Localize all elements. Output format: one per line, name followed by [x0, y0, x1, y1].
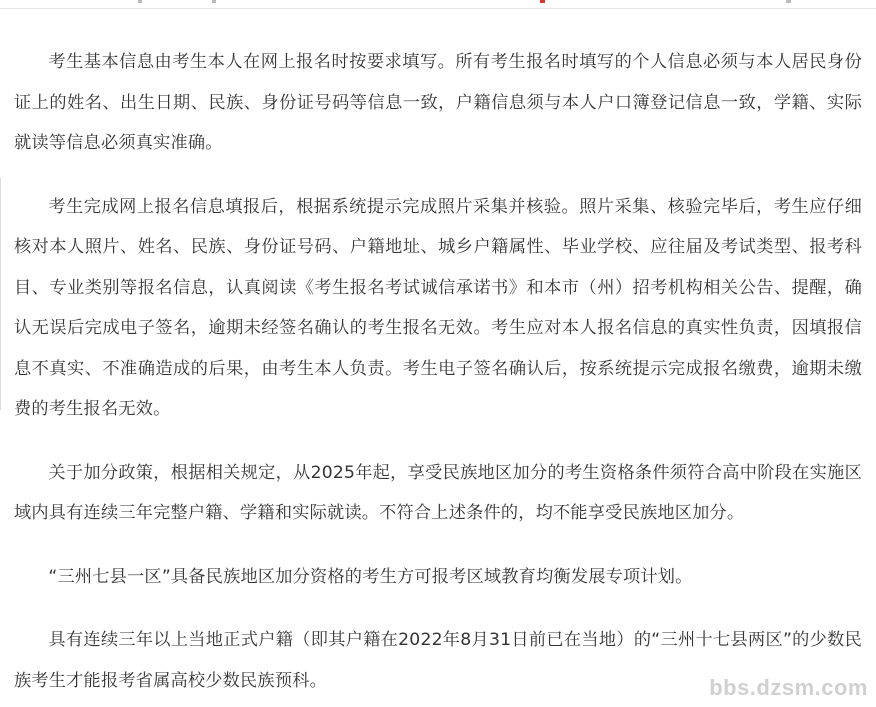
paragraph-bonus-policy: 关于加分政策，根据相关规定，从2025年起，享受民族地区加分的考生资格条件须符合高中阶段在实施区域内具有连续三年完整户籍、学籍和实际就读。不符合上述条件的，均不能享受民族地区加分。	[14, 462, 862, 523]
site-watermark: bbs.dzsm.com	[709, 675, 868, 700]
article-body	[14, 42, 862, 707]
top-header-strip	[0, 0, 876, 9]
header-divider	[212, 0, 216, 3]
paragraph-special-plan: “三州七县一区”具备民族地区加分资格的考生方可报考区域教育均衡发展专项计划。	[48, 566, 693, 587]
header-divider	[138, 0, 142, 3]
header-divider	[786, 0, 791, 3]
paragraph-preparatory-course: 具有连续三年以上当地正式户籍（即其户籍在2022年8月31日前已在当地）的“三州十七县两区”的少数民族考生才能报考省属高校少数民族预科。	[14, 630, 862, 691]
header-accent-mark	[540, 0, 545, 3]
left-border-rule	[0, 178, 1, 410]
paragraph-basic-info: 考生基本信息由考生本人在网上报名时按要求填写。所有考生报名时填写的个人信息必须与本人居民身份证上的姓名、出生日期、民族、身份证号码等信息一致，户籍信息须与本人户口簿登记信息一致，学籍、实际就读等信息必须真实准确。	[14, 52, 862, 153]
paragraph-photo-verification: 考生完成网上报名信息填报后，根据系统提示完成照片采集并核验。照片采集、核验完毕后，考生应仔细核对本人照片、姓名、民族、身份证号码、户籍地址、城乡户籍属性、毕业学校、应往届及考试类型、报考科目、专业类别等报名信息，认真阅读《考生报名考试诚信承诺书》和本市（州）招考机构相关公告、提醒，确认无误后完成电子签名，逾期未经签名确认的考生报名无效。考生应对本人报名信息的真实性负责，因填报信息不真实、不准确造成的后果，由考生本人负责。考生电子签名确认后，按系统提示完成报名缴费，逾期未缴费的考生报名无效。	[14, 196, 862, 419]
